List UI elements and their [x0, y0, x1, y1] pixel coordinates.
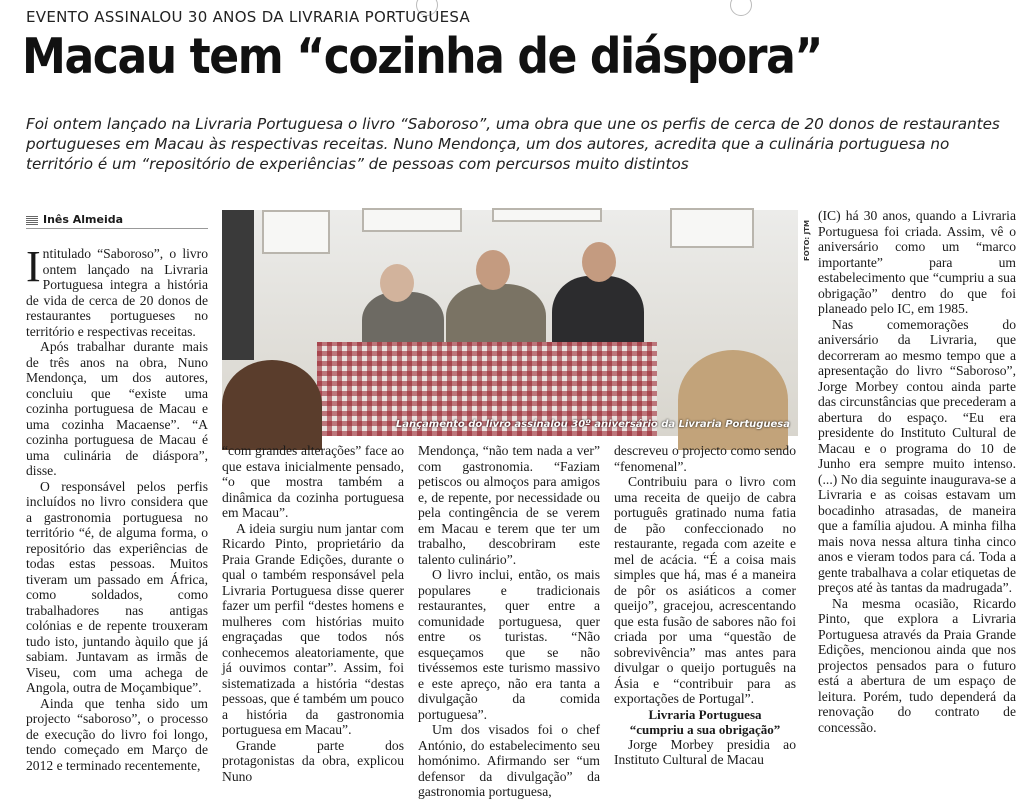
punch-hole-right [730, 0, 752, 16]
byline-mark-icon [26, 215, 38, 225]
picture-frame [670, 208, 754, 248]
paragraph: Mendonça, “não tem nada a ver” com gastronomia. “Faziam petiscos ou almoços para amigos e, de repente, por necessidade ou pela contingência de se verem em Macau e terem que ter um trabalho, descobriram este talento culinário”. [418, 443, 600, 567]
byline-rule [26, 228, 208, 229]
paragraph: Contribuiu para o livro com uma receita de queijo de cabra português gratinado numa fatia de pão confeccionado no restaurante, regada com azeite e mel de acácia. “É a coisa mais simples que há, mas é a maneira de pôr os asiáticos a comer queijo”, gracejou, acrescentando que esta fusão de sabores não foi criada por uma “questão de sobrevivência” mas antes para divulgar o queijo português na Ásia e “contribuir para as exportações de Portugal”. [614, 474, 796, 706]
paragraph: (IC) há 30 anos, quando a Livraria Portuguesa foi criada. Assim, vê o aniversário como um “marco importante” para um estabelecimento que “cumpriu a sua obrigação” dentro do que foi planeado pelo IC, em 1985. [818, 208, 1016, 316]
paragraph-text: ntitulado “Saboroso”, o livro ontem lançado na Livraria Portuguesa integra a história de vida de cerca de 20 donos de restaurantes portugueses no território e respectivas receitas. [26, 246, 208, 339]
column-4 [614, 443, 796, 768]
column-5 [818, 208, 1016, 735]
paragraph: Após trabalhar durante mais de três anos na obra, Nuno Mendonça, um dos autores, concluiu que “existe uma cozinha portuguesa de Macau e uma cozinha Macaense”. “A cozinha portuguesa de Macau é uma culinária de diáspora”, disse. [26, 339, 208, 478]
picture-frame [492, 208, 602, 222]
paragraph: A ideia surgiu num jantar com Ricardo Pinto, proprietário da Praia Grande Edições, durante o qual o também responsável pela Livraria Portuguesa disse querer fazer um perfil “destes homens e mulheres com histórias muito engraçadas que todos nós conhecemos aleatoriamente, que já ouvimos contar”. Assim, foi sistematizada a história “destas pessoas, que é também um pouco a história da gastronomia portuguesa em Macau”. [222, 520, 404, 737]
subheading-quote: “cumpriu a sua obrigação” [629, 721, 781, 737]
paragraph: Na mesma ocasião, Ricardo Pinto, que explora a Livraria Portuguesa através da Praia Grande Edições, mencionou ainda que nos projectos pensados para o futuro está a abertura de um espaço de leitura. Porém, tudo dependerá da renovação do contrato de concessão. [818, 595, 1016, 735]
picture-frame [362, 208, 462, 232]
paragraph: Um dos visados foi o chef António, do estabelecimento seu homónimo. Afirmando ser “um defensor da divulgação” da gastronomia portuguesa, [418, 722, 600, 799]
column-2 [222, 443, 404, 784]
photo-pillar [222, 210, 254, 360]
author-name: Inês Almeida [43, 213, 124, 226]
audience-head-right [678, 350, 788, 450]
paragraph: Ainda que tenha sido um projecto “saboroso”, o processo de execução do livro foi longo, tendo começado em Março de 2012 e terminado recentemente, [26, 695, 208, 773]
paragraph: Grande parte dos protagonistas da obra, explicou Nuno [222, 737, 404, 784]
picture-frame [262, 210, 330, 254]
audience-head-left [222, 360, 322, 450]
headline: Macau tem “cozinha de diáspora” [22, 28, 822, 85]
event-photo [222, 210, 798, 436]
column-3 [418, 443, 600, 800]
paragraph: descreveu o projecto como sendo “fenomenal”. [614, 443, 796, 474]
paragraph: O livro inclui, então, os mais populares e tradicionais restaurantes, quer entre a comunidade portuguesa, quer entre os turistas. “Não esqueçamos que se não tivéssemos este turismo massivo e este apreço, não era tanta a divulgação da comida portuguesa”. [418, 567, 600, 722]
kicker: EVENTO ASSINALOU 30 ANOS DA LIVRARIA PORTUGUESA [26, 8, 471, 26]
speaker-right-head [582, 242, 616, 282]
paragraph: “com grandes alterações” face ao que estava inicialmente pensado, “o que mostra também a dinâmica da cozinha portuguesa em Macau”. [222, 443, 404, 520]
photo-caption: Lançamento do livro assinalou 30º aniversário da Livraria Portuguesa [395, 419, 790, 430]
lead-paragraph: Foi ontem lançado na Livraria Portuguesa o livro “Saboroso”, uma obra que une os perfis de cerca de 20 donos de restaurantes portugueses em Macau às respectivas receitas. Nuno Mendonça, um dos autores, acredita que a culinária portuguesa no território é um “repositório de experiências” de pessoas com percursos muito distintos [26, 115, 1000, 173]
paragraph: Jorge Morbey presidia ao Instituto Cultural de Macau [614, 736, 796, 767]
drop-cap: I [26, 242, 41, 291]
subheading: Livraria Portuguesa [648, 706, 762, 722]
speaker-left-head [380, 264, 414, 302]
speaker-center-head [476, 250, 510, 290]
paragraph: O responsável pelos perfis incluídos no livro considera que a gastronomia portuguesa no território “é, de alguma forma, o repositório das experiências de todas estas pessoas. Muitos tiveram um passado em África, como soldados, como trabalhadores nas antigas colónias e de repente trouxeram tudo isto, juntando àquilo que já sabiam. Juntavam as irmãs de Viseu, com uma achega de Angola, outra de Moçambique”. [26, 478, 208, 695]
paragraph [26, 242, 208, 339]
photo-credit: FOTO: JTM [803, 220, 811, 262]
paragraph: Nas comemorações do aniversário da Livraria, que decorreram ao mesmo tempo que a apresentação do livro “Saboroso”, Jorge Morbey contou ainda parte das circunstâncias que precederam a abertura do espaço. “Eu era presidente do Instituto Cultural de Macau e o programa do 10 de Junho era sempre muito intenso. (...) No dia seguinte inaugurava-se a Livraria e as coisas estavam um bocadinho atrasadas, de maneira que a família ajudou. A minha filha mais nova nessa altura tinha cinco anos e vieram todos para cá. Toda a gente trabalhava a colar etiquetas de preços até às tantas da madrugada”. [818, 316, 1016, 595]
column-1 [26, 242, 208, 773]
byline [26, 213, 123, 226]
